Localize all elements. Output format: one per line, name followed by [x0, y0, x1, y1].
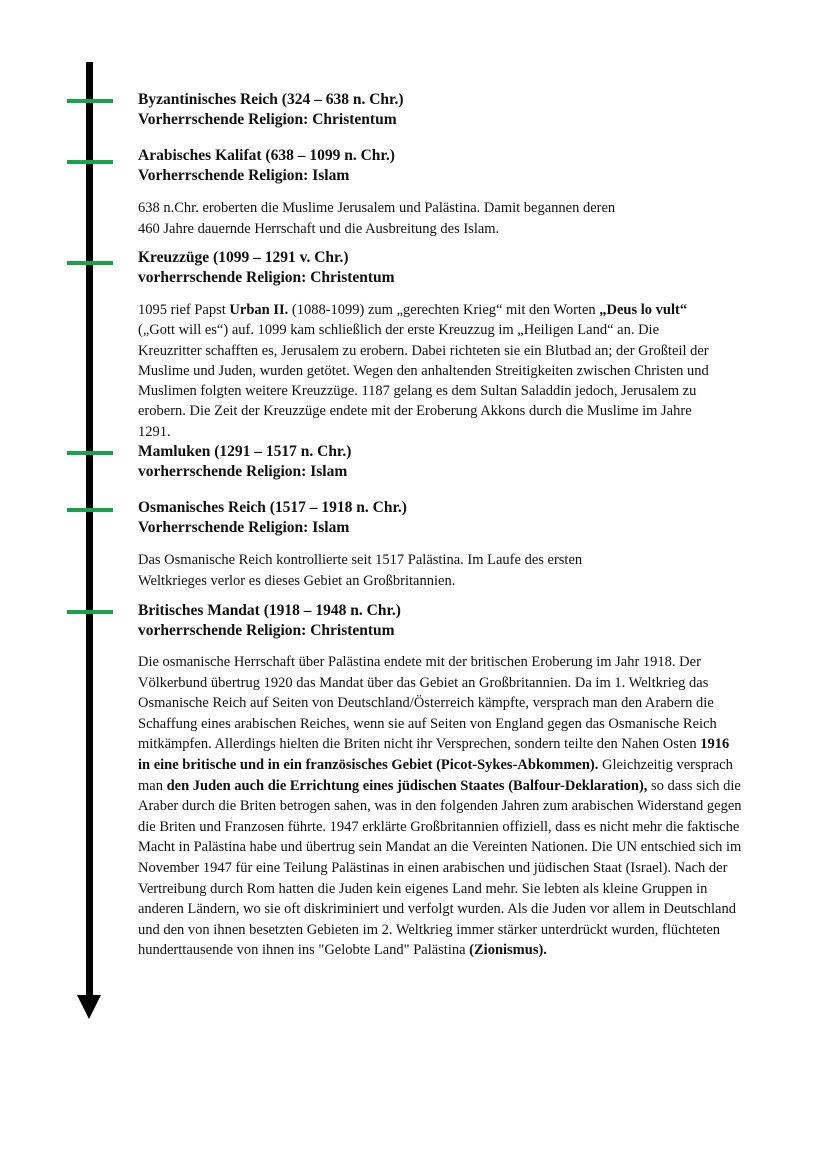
text-run: 1095 rief Papst [138, 302, 230, 318]
entry-religion: Vorherrschende Religion: Islam [138, 519, 350, 536]
timeline-entry-ottoman [138, 498, 738, 591]
entry-title: Britisches Mandat (1918 – 1948 n. Chr.) [138, 602, 401, 619]
timeline-entry-mamluks [138, 442, 738, 482]
timeline-tick [67, 261, 113, 265]
timeline-entry-crusades [138, 248, 723, 442]
timeline-arrowhead [77, 995, 101, 1019]
text-emphasis: „Deus lo vult“ [599, 302, 688, 318]
text-line: 638 n.Chr. eroberten die Muslime Jerusalem und Palästina. Damit begannen deren [138, 200, 616, 216]
entry-religion: Vorherrschende Religion: Christentum [138, 111, 397, 128]
entry-description [138, 300, 723, 442]
entry-religion: vorherrschende Religion: Christentum [138, 622, 395, 639]
text-run: (1088-1099) zum „gerechten Krieg“ mit den Worten [288, 302, 600, 318]
timeline-tick [67, 451, 113, 455]
entry-description [138, 550, 738, 591]
entry-religion: vorherrschende Religion: Christentum [138, 269, 395, 286]
entry-title: Byzantinisches Reich (324 – 638 n. Chr.) [138, 91, 404, 108]
text-emphasis: den Juden auch die Errichtung eines jüdischen Staates (Balfour-Deklaration), [166, 777, 648, 794]
timeline-tick [67, 99, 113, 103]
timeline-tick [67, 160, 113, 164]
timeline-entry-arab-caliphate [138, 146, 738, 239]
entry-title: Arabisches Kalifat (638 – 1099 n. Chr.) [138, 147, 395, 164]
entry-title: Kreuzzüge (1099 – 1291 v. Chr.) [138, 249, 349, 266]
text-line: Das Osmanische Reich kontrollierte seit 1517 Palästina. Im Laufe des ersten [138, 552, 583, 568]
text-run: Die osmanische Herrschaft über Palästina endete mit der britischen Eroberung im Jahr 1918. Der Völkerbund übertrug 1920 das Mandat über das Gebiet an Großbritannien. Da im 1. Weltkrieg das Osmanische Reich auf Seiten von Deutschland/Österreich kämpfte, versprach man den Arabern die Schaffung eines arabischen Reiches, wenn sie auf Seiten von England gegen das Osmanische Reich mitkämpfen. Allerdings hielten die Briten nicht ihr Versprechen, sondern teilte den Nahen Osten [138, 654, 717, 753]
timeline-tick [67, 508, 113, 512]
entry-religion: Vorherrschende Religion: Islam [138, 167, 350, 184]
entry-description [138, 652, 743, 961]
text-run: Gleichzeitig versprach man [138, 756, 733, 794]
timeline-tick [67, 610, 113, 614]
text-line: Weltkrieges verlor es dieses Gebiet an Großbritannien. [138, 572, 456, 589]
entry-description [138, 198, 738, 239]
text-emphasis: Urban II. [229, 302, 289, 318]
text-run: („Gott will es“) auf. 1099 kam schließlich der erste Kreuzzug im „Heiligen Land“ an. Die Kreuzritter schafften es, Jerusalem zu erobern. Dabei richteten sie ein Blutbad an; der Großteil der Muslime und Juden, wurden getötet. Wegen den anhaltenden Streitigkeiten zwischen Christen und Muslimen folgten weitere Kreuzzüge. 1187 gelang es dem Sultan Saladdin jedoch, Jerusalem zu erobern. Die Zeit der Kreuzzüge endete mit der Eroberung Akkons durch die Muslime im Jahre 1291. [138, 322, 709, 440]
timeline-entry-byzantine [138, 90, 738, 130]
text-emphasis: (Zionismus). [469, 942, 547, 959]
timeline-entry-british-mandate [138, 601, 743, 961]
timeline-axis [86, 62, 93, 997]
entry-title: Osmanisches Reich (1517 – 1918 n. Chr.) [138, 499, 407, 516]
text-run: so dass sich die Araber durch die Briten betrogen sahen, was in den folgenden Jahren zum arabischen Widerstand gegen die Briten und Franzosen führte. 1947 erklärte Großbritannien offiziell, dass es nicht mehr die faktische Macht in Palästina habe und übertrug sein Mandat an die Vereinten Nationen. Die UN entschied sich im November 1947 für eine Teilung Palästinas in einen arabischen und jüdischen Staat (Israel). Nach der Vertreibung durch Rom hatten die Juden kein eigenes Land mehr. Sie lebten als kleine Gruppen in anderen Ländern, wo sie oft diskriminiert und verfolgt wurden. Als die Juden vor allem in Deutschland und den von ihnen besetzten Gebieten im 2. Weltkrieg immer stärker unterdrückt wurden, flüchteten hunderttausende von ihnen ins "Gelobte Land" Palästina [138, 777, 742, 959]
entry-religion: vorherrschende Religion: Islam [138, 463, 348, 480]
text-emphasis: 1916 in eine britische und in ein französisches Gebiet (Picot-Sykes-Abkommen). [138, 736, 730, 773]
text-line: 460 Jahre dauernde Herrschaft und die Ausbreitung des Islam. [138, 220, 500, 237]
entry-title: Mamluken (1291 – 1517 n. Chr.) [138, 443, 352, 460]
